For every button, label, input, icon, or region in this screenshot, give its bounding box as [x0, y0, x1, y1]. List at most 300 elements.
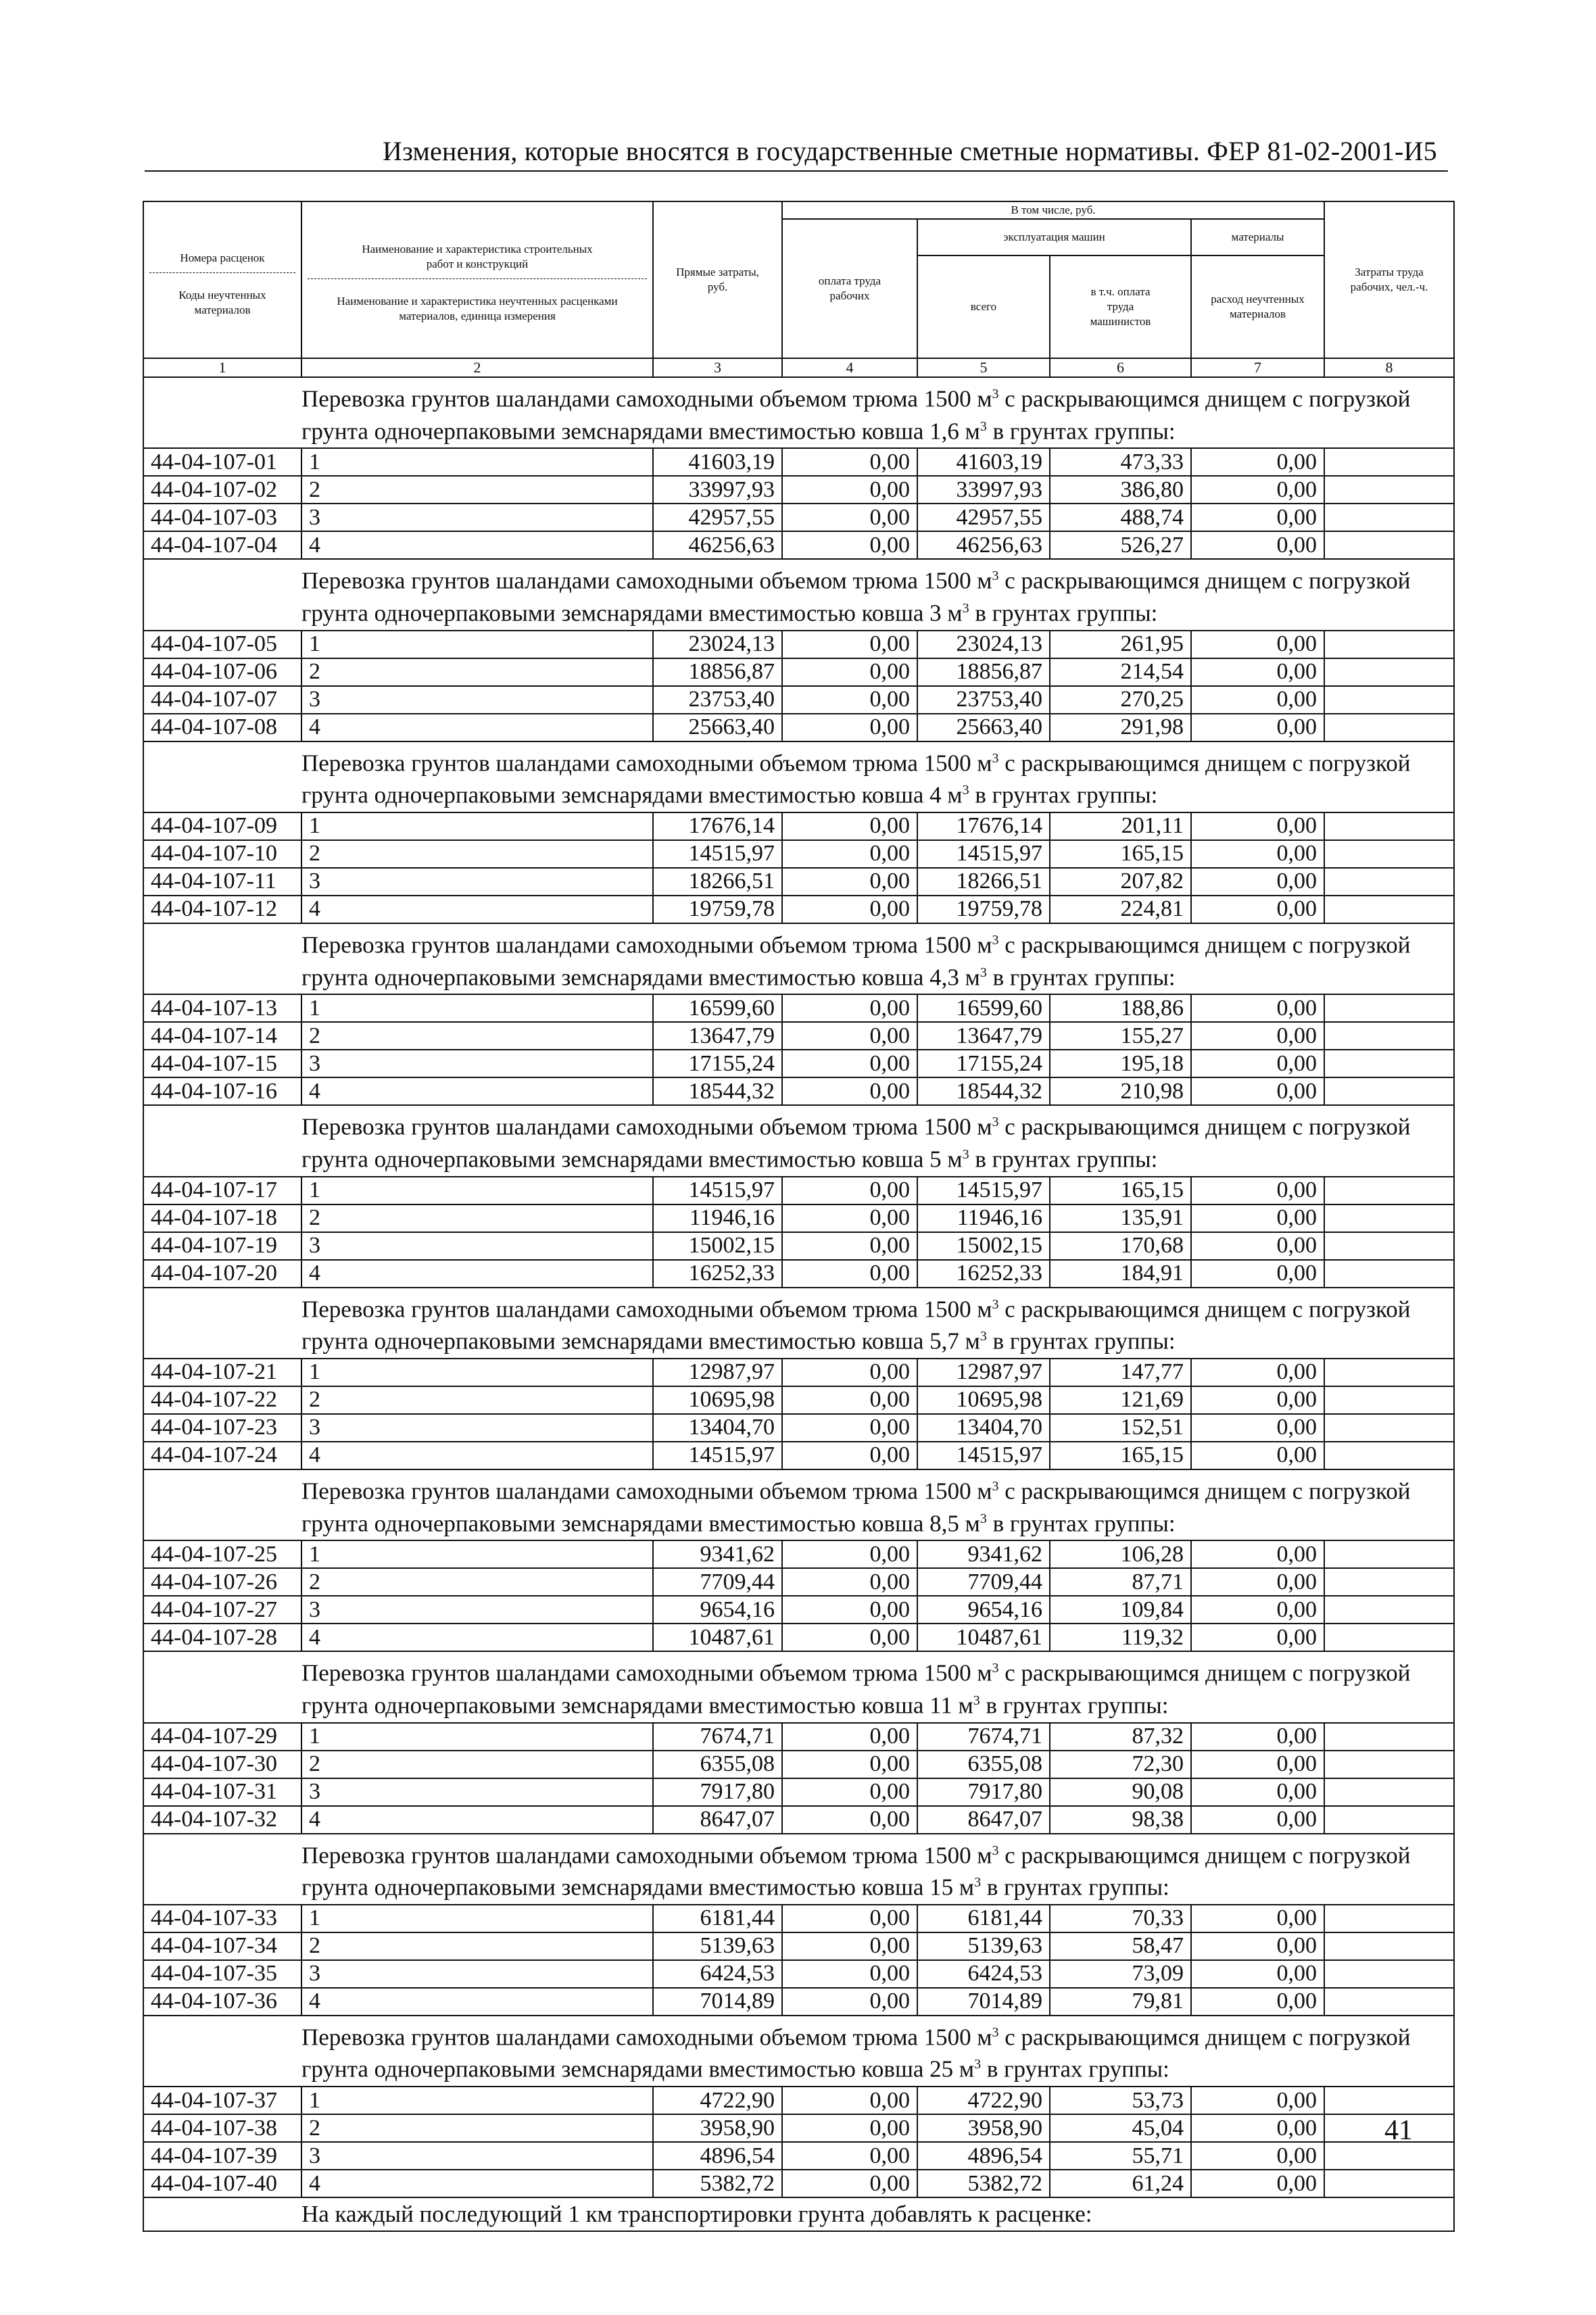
col1-header-top: Номера расценок: [149, 243, 295, 273]
soil-group-cell: 2: [301, 840, 653, 868]
column-numbers-row: [143, 358, 1454, 377]
table-row: [143, 714, 1454, 741]
machine-cost-cell: 12987,97: [917, 1359, 1050, 1386]
soil-group-cell: 2: [301, 1204, 653, 1232]
direct-cost-cell: 13647,79: [653, 1022, 782, 1050]
soil-group-cell: 3: [301, 868, 653, 896]
direct-cost-cell: 33997,93: [653, 476, 782, 504]
direct-cost-cell: 18544,32: [653, 1077, 782, 1105]
table-row: [143, 1751, 1454, 1778]
direct-cost-cell: 9654,16: [653, 1596, 782, 1624]
labor-hours-cell: [1324, 1359, 1454, 1386]
materials-cell: 0,00: [1191, 1988, 1324, 2016]
col2-header: [301, 201, 653, 358]
rates-table: [143, 201, 1455, 2232]
direct-cost-cell: 14515,97: [653, 1177, 782, 1204]
section-title-part: в грунтах группы:: [986, 1327, 1176, 1355]
labor-cost-cell: 0,00: [782, 1077, 917, 1105]
materials-cell: 0,00: [1191, 2114, 1324, 2142]
machine-cost-cell: 46256,63: [917, 531, 1050, 559]
labor-cost-cell: 0,00: [782, 1204, 917, 1232]
machinist-labor-cell: 210,98: [1050, 1077, 1191, 1105]
table-row: [143, 476, 1454, 504]
column-number: 6: [1050, 358, 1191, 377]
direct-cost-cell: 17676,14: [653, 812, 782, 840]
labor-hours-cell: [1324, 1751, 1454, 1778]
section-title: [143, 2016, 1454, 2087]
section-title-row: [143, 1834, 1454, 1905]
table-row: [143, 1596, 1454, 1624]
materials-cell: 0,00: [1191, 1204, 1324, 1232]
superscript: 3: [992, 750, 999, 766]
direct-cost-cell: 41603,19: [653, 448, 782, 476]
machinist-labor-cell: 98,38: [1050, 1806, 1191, 1834]
soil-group-cell: 1: [301, 1177, 653, 1204]
materials-cell: 0,00: [1191, 504, 1324, 531]
labor-cost-cell: 0,00: [782, 1386, 917, 1414]
machinist-labor-cell: 155,27: [1050, 1022, 1191, 1050]
section-title-part: Перевозка грунтов шаландами самоходными объемом трюма 1500 м: [301, 931, 992, 958]
rate-code-cell: 44-04-107-09: [143, 812, 301, 840]
column-number: 2: [301, 358, 653, 377]
rate-code-cell: 44-04-107-26: [143, 1568, 301, 1596]
table-row: [143, 1778, 1454, 1806]
soil-group-cell: 4: [301, 896, 653, 923]
rate-code-cell: 44-04-107-40: [143, 2170, 301, 2197]
machine-cost-cell: 7709,44: [917, 1568, 1050, 1596]
machine-cost-cell: 13404,70: [917, 1414, 1050, 1442]
soil-group-cell: 1: [301, 994, 653, 1022]
rate-code-cell: 44-04-107-07: [143, 686, 301, 714]
machinist-labor-cell: 195,18: [1050, 1050, 1191, 1077]
labor-hours-cell: [1324, 476, 1454, 504]
section-title: [143, 1105, 1454, 1176]
table-row: [143, 812, 1454, 840]
soil-group-cell: 1: [301, 2087, 653, 2114]
materials-cell: 0,00: [1191, 840, 1324, 868]
rate-code-cell: 44-04-107-14: [143, 1022, 301, 1050]
machinist-labor-cell: 45,04: [1050, 2114, 1191, 2142]
materials-cell: 0,00: [1191, 1540, 1324, 1568]
materials-cell: 0,00: [1191, 1932, 1324, 1960]
machine-cost-cell: 25663,40: [917, 714, 1050, 741]
rate-code-cell: 44-04-107-27: [143, 1596, 301, 1624]
machine-cost-cell: 6355,08: [917, 1751, 1050, 1778]
machine-cost-cell: 14515,97: [917, 840, 1050, 868]
machine-cost-cell: 15002,15: [917, 1232, 1050, 1260]
labor-cost-cell: 0,00: [782, 2087, 917, 2114]
soil-group-cell: 2: [301, 1386, 653, 1414]
direct-cost-cell: 23024,13: [653, 631, 782, 658]
page-header: Изменения, которые вносятся в государственные сметные нормативы. ФЕР 81-02-2001-И5: [383, 136, 1437, 166]
soil-group-cell: 3: [301, 1960, 653, 1988]
machine-cost-cell: 23024,13: [917, 631, 1050, 658]
machinist-labor-cell: 79,81: [1050, 1988, 1191, 2016]
table-row: [143, 1988, 1454, 2016]
labor-hours-cell: [1324, 1723, 1454, 1751]
direct-cost-cell: 14515,97: [653, 840, 782, 868]
section-title-row: [143, 1469, 1454, 1540]
col4-header: оплата труда рабочих: [782, 219, 917, 358]
column-number: 1: [143, 358, 301, 377]
direct-cost-cell: 10695,98: [653, 1386, 782, 1414]
machinist-labor-cell: 70,33: [1050, 1905, 1191, 1932]
rates-table-container: [143, 201, 1453, 2232]
labor-cost-cell: 0,00: [782, 840, 917, 868]
rate-code-cell: 44-04-107-25: [143, 1540, 301, 1568]
section-title-part: с раскрывающимся днищем с погрузкой грунта одночерпаковыми земснарядами вместимостью ковша 5,7 м: [301, 1296, 1411, 1355]
rate-code-cell: 44-04-107-39: [143, 2142, 301, 2170]
soil-group-cell: 2: [301, 1022, 653, 1050]
machine-cost-cell: 7014,89: [917, 1988, 1050, 2016]
col2-header-bottom: Наименование и характеристика неучтенных расценками материалов, единица измерения: [337, 294, 618, 322]
col2-header-top: Наименование и характеристика строительных работ и конструкций: [308, 237, 647, 279]
soil-group-cell: 2: [301, 2114, 653, 2142]
section-title-row: [143, 741, 1454, 812]
machinist-labor-cell: 165,15: [1050, 1177, 1191, 1204]
labor-hours-cell: [1324, 658, 1454, 686]
rate-code-cell: 44-04-107-11: [143, 868, 301, 896]
machinist-labor-cell: 270,25: [1050, 686, 1191, 714]
labor-cost-cell: 0,00: [782, 812, 917, 840]
page-number: 41: [1384, 2115, 1413, 2146]
section-title-part: в грунтах группы:: [981, 2056, 1169, 2083]
table-footer: [143, 2197, 1454, 2231]
table-row: [143, 1077, 1454, 1105]
table-row: [143, 631, 1454, 658]
labor-hours-cell: [1324, 1077, 1454, 1105]
direct-cost-cell: 6424,53: [653, 1960, 782, 1988]
soil-group-cell: 2: [301, 658, 653, 686]
table-row: [143, 1806, 1454, 1834]
direct-cost-cell: 25663,40: [653, 714, 782, 741]
direct-cost-cell: 7674,71: [653, 1723, 782, 1751]
superscript: 3: [974, 2057, 982, 2072]
section-title-part: в грунтах группы:: [980, 1692, 1169, 1719]
materials-cell: 0,00: [1191, 1442, 1324, 1469]
table-row: [143, 1359, 1454, 1386]
materials-cell: 0,00: [1191, 1260, 1324, 1288]
soil-group-cell: 3: [301, 1232, 653, 1260]
labor-hours-cell: [1324, 840, 1454, 868]
soil-group-cell: 4: [301, 1442, 653, 1469]
column-number: 3: [653, 358, 782, 377]
table-row: [143, 1905, 1454, 1932]
soil-group-cell: 1: [301, 448, 653, 476]
soil-group-cell: 4: [301, 1077, 653, 1105]
rate-code-cell: 44-04-107-01: [143, 448, 301, 476]
soil-group-cell: 3: [301, 1596, 653, 1624]
column-number: 7: [1191, 358, 1324, 377]
machinist-labor-cell: 201,11: [1050, 812, 1191, 840]
labor-hours-cell: [1324, 994, 1454, 1022]
superscript: 3: [980, 1329, 987, 1344]
labor-hours-cell: [1324, 1260, 1454, 1288]
machinist-labor-cell: 152,51: [1050, 1414, 1191, 1442]
labor-cost-cell: 0,00: [782, 1260, 917, 1288]
rate-code-cell: 44-04-107-16: [143, 1077, 301, 1105]
machinist-labor-cell: 170,68: [1050, 1232, 1191, 1260]
table-row: [143, 448, 1454, 476]
section-title-part: с раскрывающимся днищем с погрузкой грунта одночерпаковыми земснарядами вместимостью ковша 5 м: [301, 1113, 1411, 1173]
soil-group-cell: 2: [301, 1932, 653, 1960]
direct-cost-cell: 5382,72: [653, 2170, 782, 2197]
superscript: 3: [962, 600, 969, 616]
direct-cost-cell: 3958,90: [653, 2114, 782, 2142]
table-row: [143, 1260, 1454, 1288]
rate-code-cell: 44-04-107-13: [143, 994, 301, 1022]
section-title-part: в грунтах группы:: [969, 1146, 1158, 1173]
labor-cost-cell: 0,00: [782, 476, 917, 504]
direct-cost-cell: 6181,44: [653, 1905, 782, 1932]
materials-cell: 0,00: [1191, 1050, 1324, 1077]
materials-cell: 0,00: [1191, 1806, 1324, 1834]
labor-cost-cell: 0,00: [782, 1905, 917, 1932]
superscript: 3: [962, 1146, 969, 1162]
section-title-part: в грунтах группы:: [981, 1874, 1169, 1901]
section-title-part: Перевозка грунтов шаландами самоходными объемом трюма 1500 м: [301, 750, 992, 777]
labor-cost-cell: 0,00: [782, 1932, 917, 1960]
table-row: [143, 1442, 1454, 1469]
rate-code-cell: 44-04-107-23: [143, 1414, 301, 1442]
soil-group-cell: 4: [301, 1988, 653, 2016]
section-title-part: с раскрывающимся днищем с погрузкой грунта одночерпаковыми земснарядами вместимостью ковша 11 м: [301, 1659, 1411, 1719]
direct-cost-cell: 13404,70: [653, 1414, 782, 1442]
soil-group-cell: 1: [301, 812, 653, 840]
table-row: [143, 2170, 1454, 2197]
materials-cell: 0,00: [1191, 714, 1324, 741]
machinist-labor-cell: 207,82: [1050, 868, 1191, 896]
superscript: 3: [962, 783, 969, 798]
materials-cell: 0,00: [1191, 1077, 1324, 1105]
labor-cost-cell: 0,00: [782, 1988, 917, 2016]
direct-cost-cell: 14515,97: [653, 1442, 782, 1469]
labor-cost-cell: 0,00: [782, 1751, 917, 1778]
materials-cell: 0,00: [1191, 476, 1324, 504]
direct-cost-cell: 4896,54: [653, 2142, 782, 2170]
labor-cost-cell: 0,00: [782, 868, 917, 896]
rate-code-cell: 44-04-107-34: [143, 1932, 301, 1960]
machinist-labor-cell: 106,28: [1050, 1540, 1191, 1568]
machinist-labor-cell: 165,15: [1050, 1442, 1191, 1469]
rate-code-cell: 44-04-107-04: [143, 531, 301, 559]
machinist-labor-cell: 109,84: [1050, 1596, 1191, 1624]
section-title: [143, 559, 1454, 630]
labor-hours-cell: [1324, 1624, 1454, 1651]
column-number: 5: [917, 358, 1050, 377]
materials-cell: 0,00: [1191, 1905, 1324, 1932]
labor-cost-cell: 0,00: [782, 631, 917, 658]
section-title-row: [143, 923, 1454, 994]
machinist-labor-cell: 119,32: [1050, 1624, 1191, 1651]
table-row: [143, 1723, 1454, 1751]
rate-code-cell: 44-04-107-21: [143, 1359, 301, 1386]
labor-cost-cell: 0,00: [782, 686, 917, 714]
materials-cell: 0,00: [1191, 531, 1324, 559]
section-title: [143, 923, 1454, 994]
labor-cost-cell: 0,00: [782, 714, 917, 741]
col6-header: в т.ч. оплата труда машинистов: [1050, 255, 1191, 358]
soil-group-cell: 4: [301, 531, 653, 559]
superscript: 3: [980, 965, 987, 980]
materials-cell: 0,00: [1191, 1386, 1324, 1414]
table-row: [143, 1624, 1454, 1651]
direct-cost-cell: 7709,44: [653, 1568, 782, 1596]
labor-cost-cell: 0,00: [782, 1050, 917, 1077]
col1-header: [143, 201, 301, 358]
soil-group-cell: 4: [301, 2170, 653, 2197]
machine-cost-cell: 9654,16: [917, 1596, 1050, 1624]
section-title: [143, 1651, 1454, 1722]
soil-group-cell: 1: [301, 1540, 653, 1568]
header-rule: [145, 170, 1448, 172]
superscript: 3: [992, 387, 999, 401]
section-title-part: в грунтах группы:: [969, 600, 1158, 627]
labor-hours-cell: [1324, 1050, 1454, 1077]
labor-hours-cell: [1324, 1442, 1454, 1469]
machine-cost-cell: 42957,55: [917, 504, 1050, 531]
rate-code-cell: 44-04-107-08: [143, 714, 301, 741]
machinist-labor-cell: 90,08: [1050, 1778, 1191, 1806]
labor-cost-cell: 0,00: [782, 1624, 917, 1651]
machine-cost-cell: 8647,07: [917, 1806, 1050, 1834]
superscript: 3: [973, 1692, 980, 1708]
machine-cost-cell: 3958,90: [917, 2114, 1050, 2142]
labor-hours-cell: [1324, 631, 1454, 658]
rate-code-cell: 44-04-107-03: [143, 504, 301, 531]
rate-code-cell: 44-04-107-32: [143, 1806, 301, 1834]
machine-cost-cell: 6181,44: [917, 1905, 1050, 1932]
labor-cost-cell: 0,00: [782, 1960, 917, 1988]
section-title-part: с раскрывающимся днищем с погрузкой грунта одночерпаковыми земснарядами вместимостью ковша 1,6 м: [301, 385, 1411, 445]
machine-cost-cell: 18544,32: [917, 1077, 1050, 1105]
rate-code-cell: 44-04-107-37: [143, 2087, 301, 2114]
superscript: 3: [992, 2024, 999, 2040]
machinist-labor-cell: 473,33: [1050, 448, 1191, 476]
machinist-labor-cell: 121,69: [1050, 1386, 1191, 1414]
materials-cell: 0,00: [1191, 1177, 1324, 1204]
table-body: [143, 377, 1454, 2197]
superscript: 3: [974, 1875, 982, 1891]
soil-group-cell: 2: [301, 476, 653, 504]
rate-code-cell: 44-04-107-36: [143, 1988, 301, 2016]
labor-cost-cell: 0,00: [782, 448, 917, 476]
table-row: [143, 1540, 1454, 1568]
labor-cost-cell: 0,00: [782, 1568, 917, 1596]
labor-cost-cell: 0,00: [782, 1359, 917, 1386]
labor-cost-cell: 0,00: [782, 896, 917, 923]
soil-group-cell: 4: [301, 1260, 653, 1288]
materials-cell: 0,00: [1191, 1568, 1324, 1596]
direct-cost-cell: 46256,63: [653, 531, 782, 559]
section-title-part: в грунтах группы:: [986, 418, 1176, 445]
table-row: [143, 531, 1454, 559]
section-title-part: с раскрывающимся днищем с погрузкой грунта одночерпаковыми земснарядами вместимостью ковша 8,5 м: [301, 1478, 1411, 1537]
labor-hours-cell: [1324, 2087, 1454, 2114]
table-row: [143, 1414, 1454, 1442]
direct-cost-cell: 23753,40: [653, 686, 782, 714]
section-title: [143, 1834, 1454, 1905]
labor-cost-cell: 0,00: [782, 2170, 917, 2197]
table-row: [143, 896, 1454, 923]
labor-cost-cell: 0,00: [782, 994, 917, 1022]
materials-cell: 0,00: [1191, 1232, 1324, 1260]
section-title-row: [143, 1105, 1454, 1176]
labor-cost-cell: 0,00: [782, 1442, 917, 1469]
machine-cost-cell: 7917,80: [917, 1778, 1050, 1806]
machinist-labor-cell: 87,71: [1050, 1568, 1191, 1596]
labor-hours-cell: [1324, 812, 1454, 840]
rate-code-cell: 44-04-107-38: [143, 2114, 301, 2142]
section-title-row: [143, 1651, 1454, 1722]
section-title-part: Перевозка грунтов шаландами самоходными объемом трюма 1500 м: [301, 1842, 992, 1869]
labor-hours-cell: [1324, 1386, 1454, 1414]
materials-cell: 0,00: [1191, 1414, 1324, 1442]
soil-group-cell: 4: [301, 1624, 653, 1651]
direct-cost-cell: 17155,24: [653, 1050, 782, 1077]
materials-cell: 0,00: [1191, 2087, 1324, 2114]
rate-code-cell: 44-04-107-31: [143, 1778, 301, 1806]
machine-cost-cell: 10695,98: [917, 1386, 1050, 1414]
section-title-row: [143, 1288, 1454, 1359]
materials-cell: 0,00: [1191, 2142, 1324, 2170]
table-row: [143, 994, 1454, 1022]
table-row: [143, 840, 1454, 868]
machine-cost-cell: 14515,97: [917, 1177, 1050, 1204]
machine-cost-cell: 4722,90: [917, 2087, 1050, 2114]
section-title: [143, 1288, 1454, 1359]
soil-group-cell: 3: [301, 686, 653, 714]
section-title-row: [143, 377, 1454, 448]
direct-cost-cell: 18266,51: [653, 868, 782, 896]
table-header: [143, 201, 1454, 377]
soil-group-cell: 1: [301, 1723, 653, 1751]
direct-cost-cell: 16599,60: [653, 994, 782, 1022]
table-row: [143, 1960, 1454, 1988]
soil-group-cell: 3: [301, 504, 653, 531]
machinist-labor-cell: 135,91: [1050, 1204, 1191, 1232]
machine-cost-cell: 11946,16: [917, 1204, 1050, 1232]
machinist-labor-cell: 73,09: [1050, 1960, 1191, 1988]
group-header: В том числе, руб.: [782, 201, 1324, 219]
materials-cell: 0,00: [1191, 1778, 1324, 1806]
table-row: [143, 1050, 1454, 1077]
machine-cost-cell: 14515,97: [917, 1442, 1050, 1469]
rate-code-cell: 44-04-107-17: [143, 1177, 301, 1204]
rate-code-cell: 44-04-107-18: [143, 1204, 301, 1232]
materials-cell: 0,00: [1191, 1960, 1324, 1988]
direct-cost-cell: 4722,90: [653, 2087, 782, 2114]
labor-hours-cell: [1324, 1568, 1454, 1596]
rate-code-cell: 44-04-107-19: [143, 1232, 301, 1260]
materials-cell: 0,00: [1191, 896, 1324, 923]
materials-cell: 0,00: [1191, 1596, 1324, 1624]
direct-cost-cell: 42957,55: [653, 504, 782, 531]
direct-cost-cell: 7014,89: [653, 1988, 782, 2016]
soil-group-cell: 2: [301, 1568, 653, 1596]
direct-cost-cell: 8647,07: [653, 1806, 782, 1834]
labor-hours-cell: [1324, 868, 1454, 896]
machinist-labor-cell: 291,98: [1050, 714, 1191, 741]
machinist-labor-cell: 488,74: [1050, 504, 1191, 531]
materials-cell: 0,00: [1191, 448, 1324, 476]
labor-hours-cell: [1324, 1232, 1454, 1260]
section-title: [143, 741, 1454, 812]
labor-hours-cell: [1324, 2170, 1454, 2197]
machine-cost-cell: 7674,71: [917, 1723, 1050, 1751]
machine-cost-cell: 10487,61: [917, 1624, 1050, 1651]
materials-header: материалы: [1191, 219, 1324, 255]
